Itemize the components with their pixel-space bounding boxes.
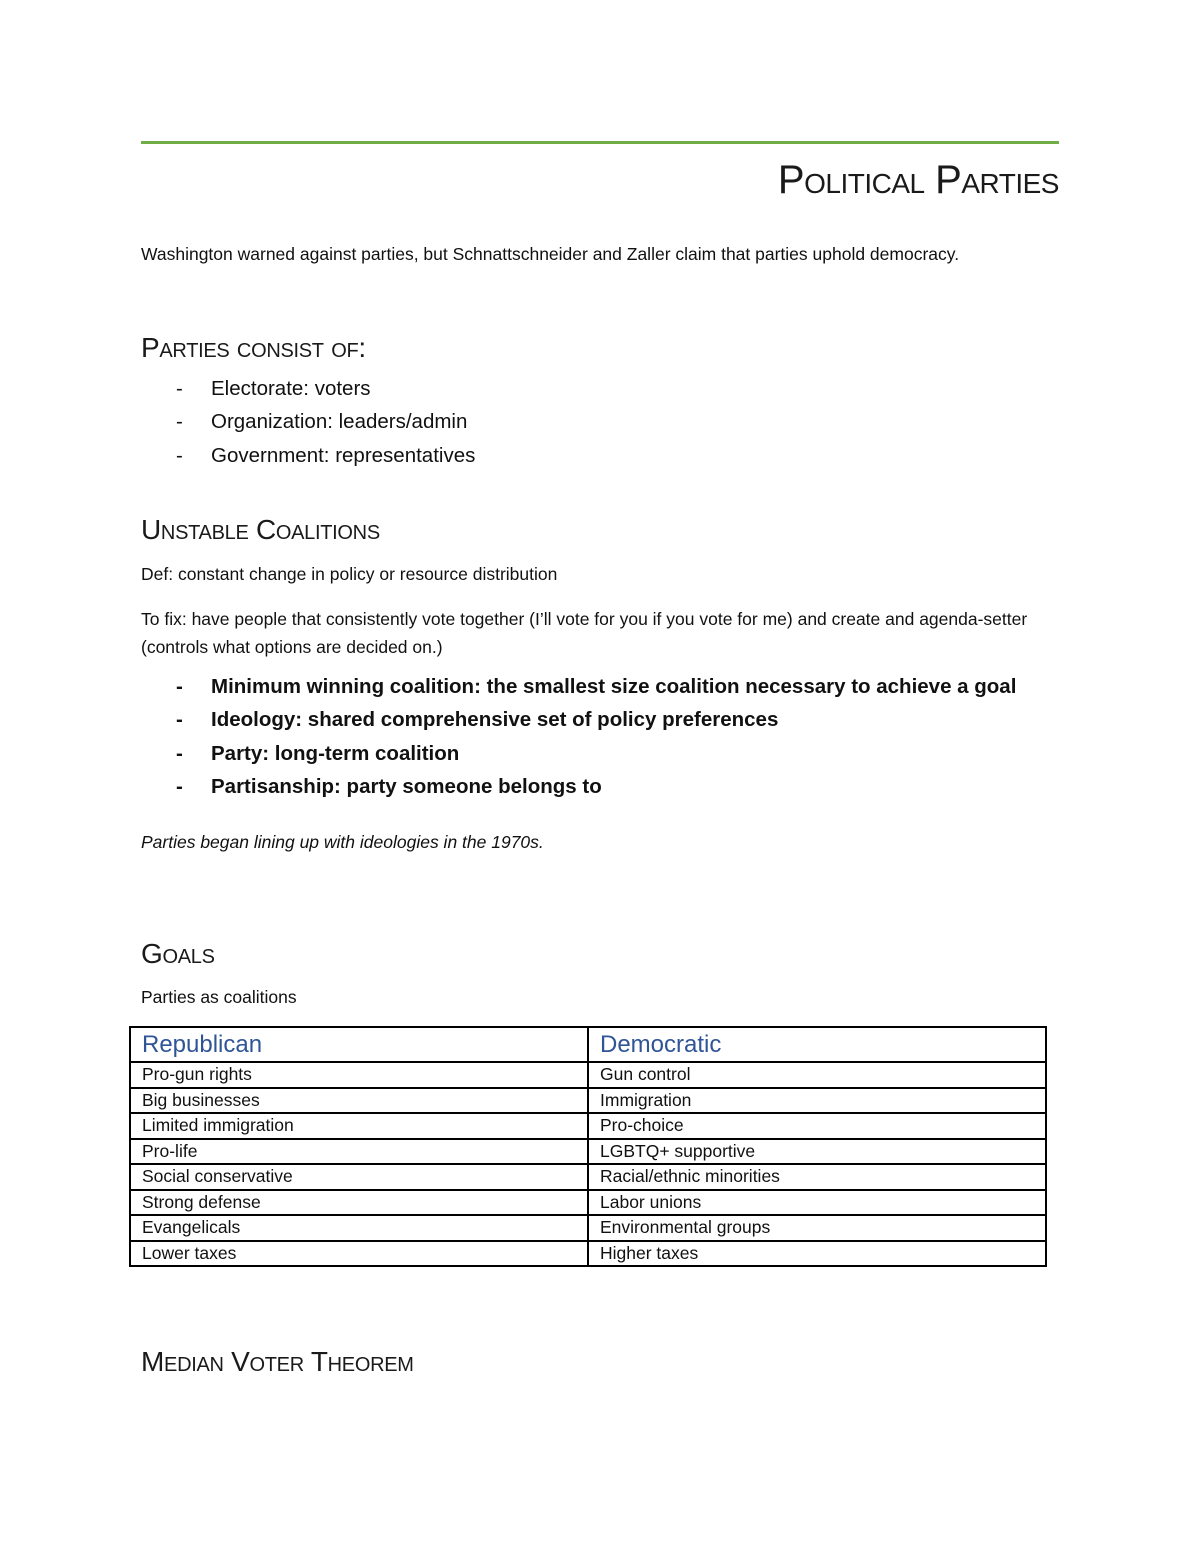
list-item: - Party: long-term coalition bbox=[176, 741, 460, 765]
table-row bbox=[130, 1139, 1046, 1165]
table-cell: Pro-gun rights bbox=[130, 1062, 588, 1088]
list-item: - Government: representatives bbox=[176, 443, 476, 467]
table-cell: Racial/ethnic minorities bbox=[588, 1164, 1046, 1190]
table-cell: Lower taxes bbox=[130, 1241, 588, 1267]
table-cell: Labor unions bbox=[588, 1190, 1046, 1216]
table-cell: Big businesses bbox=[130, 1088, 588, 1114]
header-republican: Republican bbox=[130, 1027, 588, 1062]
list-item: - Ideology: shared comprehensive set of policy preferences bbox=[176, 708, 779, 732]
table-row bbox=[130, 1241, 1046, 1267]
table-row bbox=[130, 1088, 1046, 1114]
table-cell: LGBTQ+ supportive bbox=[588, 1139, 1046, 1165]
fix-paragraph: To fix: have people that consistently vote together (I’ll vote for you if you vote for me) and create and agenda-setter (controls what options are decided on.) bbox=[141, 609, 1028, 657]
table-cell: Immigration bbox=[588, 1088, 1046, 1114]
list-item: - Minimum winning coalition: the smallest size coalition necessary to achieve a goal bbox=[176, 675, 1017, 698]
header-democratic: Democratic bbox=[588, 1027, 1046, 1062]
table-header-row bbox=[130, 1027, 1046, 1062]
list-item: - Organization: leaders/admin bbox=[176, 410, 468, 434]
title-rule bbox=[141, 141, 1059, 144]
table-row bbox=[130, 1062, 1046, 1088]
table-row bbox=[130, 1164, 1046, 1190]
heading-median-voter: Median Voter Theorem bbox=[141, 1346, 414, 1377]
table-cell: Pro-life bbox=[130, 1139, 588, 1165]
coalitions-table bbox=[129, 1026, 1047, 1267]
table-row bbox=[130, 1113, 1046, 1139]
table-cell: Evangelicals bbox=[130, 1215, 588, 1241]
heading-parties-consist: Parties consist of: bbox=[141, 332, 366, 363]
goals-subtitle: Parties as coalitions bbox=[141, 987, 297, 1007]
table-row bbox=[130, 1215, 1046, 1241]
list-item: - Electorate: voters bbox=[176, 377, 371, 400]
parties-consist-list bbox=[141, 377, 475, 477]
page-title: Political Parties bbox=[777, 158, 1059, 202]
table-cell: Limited immigration bbox=[130, 1113, 588, 1139]
heading-unstable-coalitions: Unstable Coalitions bbox=[141, 514, 380, 545]
table-cell: Strong defense bbox=[130, 1190, 588, 1216]
italic-note: Parties began lining up with ideologies in the 1970s. bbox=[141, 832, 544, 852]
table-cell: Pro-choice bbox=[588, 1113, 1046, 1139]
definition-text: Def: constant change in policy or resource distribution bbox=[141, 564, 558, 584]
coalition-terms-list bbox=[141, 675, 1016, 808]
table-cell: Social conservative bbox=[130, 1164, 588, 1190]
intro-paragraph: Washington warned against parties, but Schnattschneider and Zaller claim that parties uphold democracy. bbox=[141, 244, 960, 264]
table-cell: Environmental groups bbox=[588, 1215, 1046, 1241]
list-item: - Partisanship: party someone belongs to bbox=[176, 774, 602, 798]
table-cell: Higher taxes bbox=[588, 1241, 1046, 1267]
heading-goals: Goals bbox=[141, 938, 215, 969]
table-cell: Gun control bbox=[588, 1062, 1046, 1088]
table-row bbox=[130, 1190, 1046, 1216]
